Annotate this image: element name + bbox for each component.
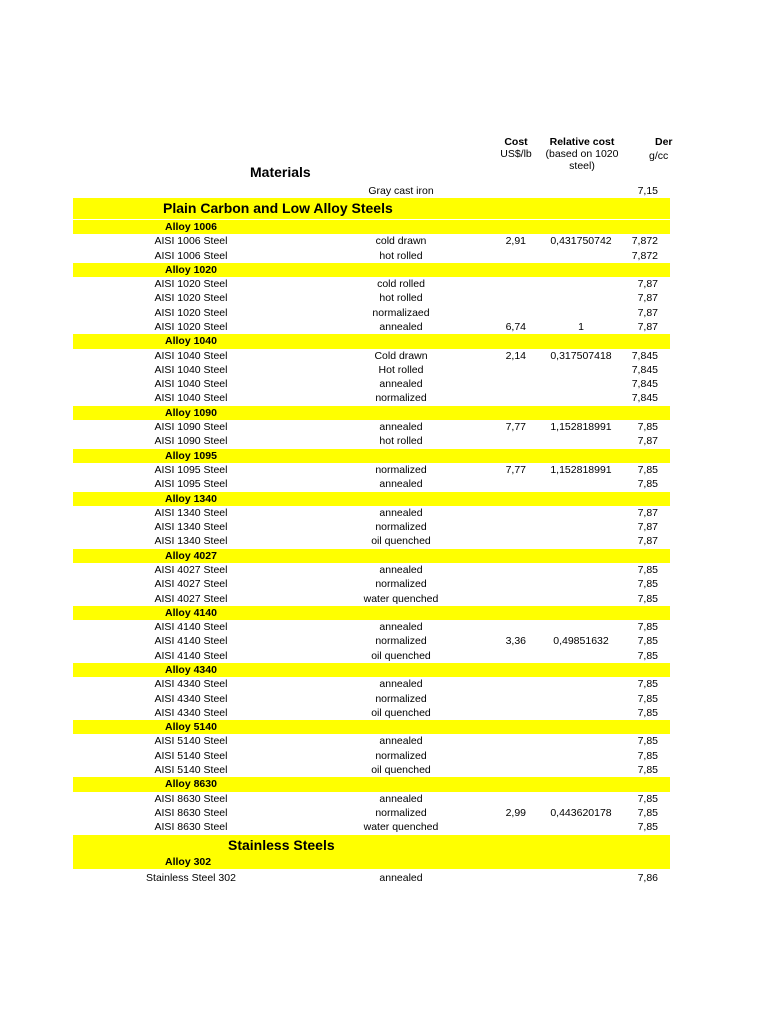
- alloy-group-row: [73, 720, 670, 734]
- condition-cell: annealed: [379, 421, 423, 434]
- density-cell: 7,85: [637, 621, 658, 634]
- table-row: [73, 349, 670, 363]
- condition-cell: hot rolled: [379, 435, 423, 448]
- alloy-group-row: [73, 334, 670, 348]
- name-cell: AISI 4140 Steel: [154, 621, 228, 634]
- table-row: [73, 620, 670, 634]
- name-cell: AISI 1006 Steel: [154, 249, 228, 262]
- alloy-group-row: [73, 220, 670, 234]
- density-cell: 7,845: [631, 378, 658, 391]
- density-cell: 7,85: [637, 735, 658, 748]
- section-header-plain-carbon: [73, 198, 670, 219]
- density-cell: 7,87: [637, 521, 658, 534]
- name-cell: AISI 4027 Steel: [154, 563, 228, 576]
- density-cell: 7,85: [637, 578, 658, 591]
- condition-cell: hot rolled: [379, 249, 423, 262]
- table-row: [73, 734, 670, 748]
- name-cell: AISI 4140 Steel: [154, 635, 228, 648]
- cost-cell: 3,36: [505, 635, 526, 648]
- table-row: [73, 692, 670, 706]
- table-row: [73, 871, 670, 885]
- name-cell: AISI 1040 Steel: [154, 392, 228, 405]
- density-cell: 7,85: [637, 478, 658, 491]
- table-row: [73, 291, 670, 305]
- name-cell: AISI 1090 Steel: [154, 421, 228, 434]
- alloy-label: Alloy 1095: [165, 449, 217, 462]
- relative-cost-cell: 0,49851632: [553, 635, 609, 648]
- name-cell: AISI 5140 Steel: [154, 749, 228, 762]
- condition-cell: annealed: [379, 792, 423, 805]
- condition-cell: annealed: [379, 678, 423, 691]
- condition-cell: normalized: [375, 692, 427, 705]
- name-cell: AISI 4340 Steel: [154, 678, 228, 691]
- table-row: [73, 363, 670, 377]
- section-header-stainless: [73, 835, 670, 869]
- table-row: [73, 649, 670, 663]
- table-row: [73, 520, 670, 534]
- relative-cost-header: [537, 136, 627, 172]
- name-cell: AISI 1095 Steel: [154, 463, 228, 476]
- table-row: [73, 506, 670, 520]
- relative-cost-cell: 0,317507418: [550, 349, 612, 362]
- alloy-group-row: [73, 492, 670, 506]
- table-row: [73, 377, 670, 391]
- condition-cell: oil quenched: [371, 649, 431, 662]
- condition-cell: normalized: [375, 806, 427, 819]
- cost-cell: 6,74: [505, 321, 526, 334]
- condition-cell: annealed: [379, 321, 423, 334]
- name-cell: AISI 4340 Steel: [154, 692, 228, 705]
- density-cell: 7,845: [631, 363, 658, 376]
- name-cell: AISI 1340 Steel: [154, 521, 228, 534]
- alloy-group-row: [73, 549, 670, 563]
- name-cell: AISI 1340 Steel: [154, 506, 228, 519]
- condition-cell: annealed: [379, 563, 423, 576]
- table-row: [73, 391, 670, 405]
- density-cell: 7,85: [637, 563, 658, 576]
- condition-cell: Cold drawn: [374, 349, 428, 362]
- name-cell: AISI 1020 Steel: [154, 306, 228, 319]
- alloy-label: Alloy 5140: [165, 721, 217, 734]
- cost-unit: US$/lb: [500, 148, 532, 160]
- condition-cell: normalized: [375, 749, 427, 762]
- density-cell: 7,87: [637, 506, 658, 519]
- condition-cell: normalized: [375, 392, 427, 405]
- table-row: [73, 477, 670, 491]
- cost-header: [497, 136, 535, 160]
- name-cell: AISI 1095 Steel: [154, 478, 228, 491]
- alloy-label: Alloy 1040: [165, 335, 217, 348]
- density-cell: 7,86: [637, 872, 658, 884]
- density-cell: 7,87: [637, 278, 658, 291]
- table-row: [73, 534, 670, 548]
- density-cell: 7,87: [637, 435, 658, 448]
- condition-cell: oil quenched: [371, 764, 431, 777]
- condition-cell: normalized: [375, 578, 427, 591]
- alloy-group-row: [73, 606, 670, 620]
- density-cell: 7,85: [637, 806, 658, 819]
- table-row: [73, 634, 670, 648]
- density-cell: 7,845: [631, 392, 658, 405]
- alloy-label: Alloy 1090: [165, 406, 217, 419]
- table-row: [73, 792, 670, 806]
- name-cell: AISI 1040 Steel: [154, 349, 228, 362]
- density-cell: 7,85: [637, 749, 658, 762]
- name-cell: AISI 8630 Steel: [154, 792, 228, 805]
- rel-header-line: steel): [569, 160, 595, 172]
- rel-header-line: Relative cost: [549, 136, 615, 148]
- condition-cell: hot rolled: [379, 292, 423, 305]
- name-cell: AISI 5140 Steel: [154, 764, 228, 777]
- condition-cell: oil quenched: [371, 535, 431, 548]
- condition-cell: annealed: [379, 621, 423, 634]
- section-title: Stainless Steels: [228, 837, 335, 853]
- density-cell: 7,872: [631, 235, 658, 248]
- density-cell: 7,85: [637, 421, 658, 434]
- condition-cell: annealed: [379, 735, 423, 748]
- cost-cell: 7,77: [505, 463, 526, 476]
- condition-cell: cold rolled: [377, 278, 425, 291]
- density-cell: 7,87: [637, 321, 658, 334]
- name-cell: AISI 1040 Steel: [154, 363, 228, 376]
- density-cell: 7,872: [631, 249, 658, 262]
- alloy-label: Alloy 302: [165, 856, 212, 868]
- cost-cell: 7,77: [505, 421, 526, 434]
- cost-cell: 2,14: [505, 349, 526, 362]
- alloy-group-row: [73, 263, 670, 277]
- rel-header-line: (based on 1020: [545, 148, 619, 160]
- table-row: [73, 234, 670, 248]
- density-cell: 7,85: [637, 821, 658, 834]
- condition-cell: annealed: [379, 478, 423, 491]
- gray-cast-iron-row: [73, 184, 670, 198]
- name-cell: Stainless Steel 302: [146, 872, 236, 884]
- alloy-label: Alloy 1006: [165, 221, 217, 233]
- relative-cost-cell: 0,431750742: [550, 235, 612, 248]
- table-row: [73, 277, 670, 291]
- table-row: [73, 592, 670, 606]
- name-cell: AISI 8630 Steel: [154, 806, 228, 819]
- table-row: [73, 820, 670, 834]
- condition-cell: Hot rolled: [378, 363, 424, 376]
- density-cell: 7,85: [637, 649, 658, 662]
- name-cell: AISI 4027 Steel: [154, 592, 228, 605]
- condition-cell: Gray cast iron: [368, 185, 434, 197]
- density-cell: 7,87: [637, 306, 658, 319]
- relative-cost-cell: 1,152818991: [550, 463, 612, 476]
- condition-cell: annealed: [379, 378, 423, 391]
- table-row: [73, 320, 670, 334]
- table-row: [73, 563, 670, 577]
- condition-cell: normalized: [375, 521, 427, 534]
- table-row: [73, 463, 670, 477]
- table-row: [73, 306, 670, 320]
- cost-cell: 2,99: [505, 806, 526, 819]
- alloy-group-row: [73, 449, 670, 463]
- alloy-label: Alloy 4027: [165, 549, 217, 562]
- condition-cell: normalized: [375, 635, 427, 648]
- name-cell: AISI 1340 Steel: [154, 535, 228, 548]
- density-cell: 7,845: [631, 349, 658, 362]
- name-cell: AISI 5140 Steel: [154, 735, 228, 748]
- density-cell: 7,85: [637, 635, 658, 648]
- name-cell: AISI 1020 Steel: [154, 321, 228, 334]
- table-row: [73, 677, 670, 691]
- condition-cell: annealed: [379, 872, 423, 884]
- table-row: [73, 806, 670, 820]
- relative-cost-cell: 1: [578, 321, 584, 334]
- name-cell: AISI 4140 Steel: [154, 649, 228, 662]
- section-title: Plain Carbon and Low Alloy Steels: [163, 200, 393, 216]
- relative-cost-cell: 0,443620178: [550, 806, 612, 819]
- density-cell: 7,85: [637, 463, 658, 476]
- density-cell: 7,87: [637, 292, 658, 305]
- name-cell: AISI 1040 Steel: [154, 378, 228, 391]
- alloy-group-row: [73, 777, 670, 791]
- name-cell: AISI 8630 Steel: [154, 821, 228, 834]
- alloy-label: Alloy 1020: [165, 263, 217, 276]
- table-row: [73, 577, 670, 591]
- name-cell: AISI 1090 Steel: [154, 435, 228, 448]
- density-cell: 7,85: [637, 792, 658, 805]
- density-cell: 7,85: [637, 592, 658, 605]
- condition-cell: water quenched: [363, 821, 439, 834]
- alloy-label: Alloy 1340: [165, 492, 217, 505]
- density-header: Der: [655, 136, 673, 148]
- condition-cell: cold drawn: [375, 235, 427, 248]
- condition-cell: water quenched: [363, 592, 439, 605]
- name-cell: AISI 1020 Steel: [154, 278, 228, 291]
- condition-cell: annealed: [379, 506, 423, 519]
- materials-title: Materials: [250, 164, 311, 180]
- name-cell: AISI 4340 Steel: [154, 706, 228, 719]
- condition-cell: oil quenched: [371, 706, 431, 719]
- density-cell: 7,85: [637, 706, 658, 719]
- cost-header-line: Cost: [504, 136, 528, 148]
- alloy-group-row: [73, 406, 670, 420]
- density-cell: 7,85: [637, 764, 658, 777]
- alloy-group-row: [73, 663, 670, 677]
- density-cell: 7,15: [637, 185, 658, 197]
- condition-cell: normalizaed: [372, 306, 430, 319]
- relative-cost-cell: 1,152818991: [550, 421, 612, 434]
- table-row: [73, 249, 670, 263]
- table-row: [73, 420, 670, 434]
- name-cell: AISI 1020 Steel: [154, 292, 228, 305]
- condition-cell: normalized: [375, 463, 427, 476]
- density-cell: 7,85: [637, 678, 658, 691]
- table-row: [73, 763, 670, 777]
- density-unit: g/cc: [649, 150, 669, 162]
- alloy-label: Alloy 8630: [165, 778, 217, 791]
- name-cell: AISI 1006 Steel: [154, 235, 228, 248]
- table-row: [73, 434, 670, 448]
- alloy-label: Alloy 4340: [165, 663, 217, 676]
- cost-cell: 2,91: [505, 235, 526, 248]
- alloy-label: Alloy 4140: [165, 606, 217, 619]
- density-cell: 7,85: [637, 692, 658, 705]
- density-cell: 7,87: [637, 535, 658, 548]
- table-row: [73, 749, 670, 763]
- table-row: [73, 706, 670, 720]
- name-cell: AISI 4027 Steel: [154, 578, 228, 591]
